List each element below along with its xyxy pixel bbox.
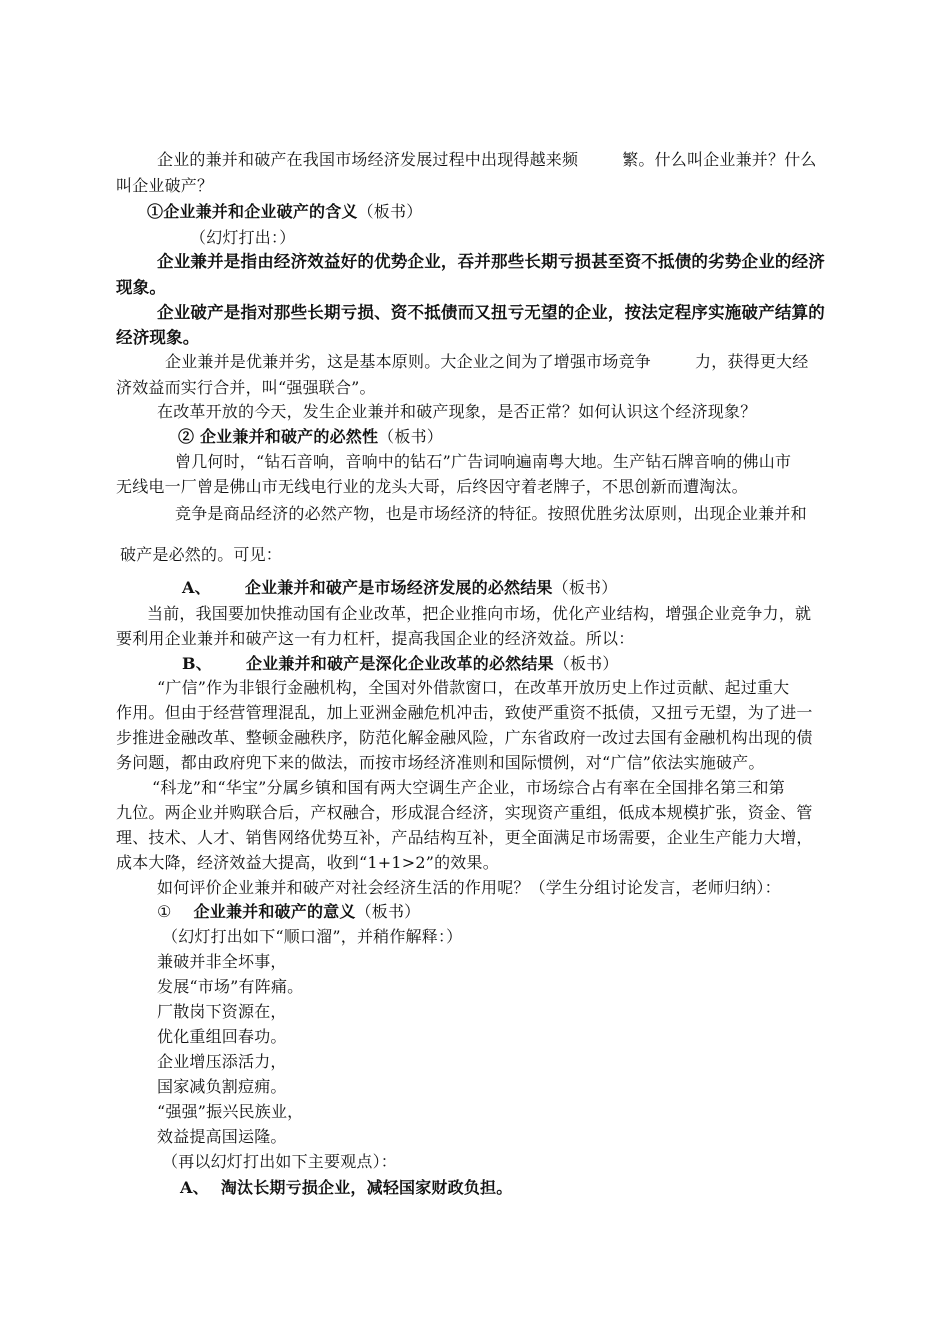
kelon-line-2: 九位。两企业并购联合后，产权融合，形成混合经济，实现资产重组，低成本规模扩张，资金、管	[116, 803, 813, 822]
slide-note-2: （幻灯打出如下“顺口溜”，并稍作解释：）	[162, 927, 463, 946]
point-label: A、	[180, 1178, 209, 1197]
poem-line: 兼破并非全坏事，	[157, 952, 287, 971]
section-heading-necessity	[178, 426, 443, 448]
kelon-line-4: 成本大降，经济效益大提高，收到“1+1>2”的效果。	[116, 853, 499, 872]
subheading-title: 企业兼并和破产是市场经济发展的必然结果	[244, 578, 553, 597]
reform-line-1: 当前，我国要加快推动国有企业改革，把企业推向市场，优化产业结构，增强企业竞争力，就	[147, 604, 812, 623]
example-diamond-line-1: 曾几何时，“钻石音响，音响中的钻石”广告词响遍南粤大地。生产钻石牌音响的佛山市	[175, 452, 792, 471]
poem-line: 国家减负割痘痈。	[157, 1077, 287, 1096]
intro-text-b: 繁。什么叫企业兼并？什么	[622, 150, 817, 169]
section-heading-significance	[157, 901, 420, 923]
intro-line-2: 叫企业破产？	[116, 176, 214, 195]
heading-title: ①企业兼并和企业破产的含义	[147, 202, 358, 221]
kelon-line-1: “科龙”和“华宝”分属乡镇和国有两大空调生产企业，市场综合占有率在全国排名第三和第	[152, 778, 785, 797]
poem-line: 优化重组回春功。	[157, 1027, 287, 1046]
subheading-b	[182, 653, 619, 675]
subheading-note: （板书）	[553, 654, 619, 673]
key-point-a	[180, 1177, 512, 1199]
section-heading-meaning	[147, 201, 422, 223]
example-diamond-line-2: 无线电一厂曾是佛山市无线电行业的龙头大哥，后终因守着老牌子，不思创新而遭淘汰。	[116, 477, 748, 496]
poem-line: 发展“市场”有阵痛。	[157, 977, 304, 996]
intro-text-a: 企业的兼并和破产在我国市场经济发展过程中出现得越来频	[157, 150, 579, 169]
heading-title: ② 企业兼并和破产的必然性	[178, 427, 379, 446]
guangxin-line-3: 步推进金融改革、整顿金融秩序，防范化解金融风险，广东省政府一改过去国有金融机构出现的债	[116, 728, 813, 747]
guangxin-line-1: “广信”作为非银行金融机构，全国对外借款窗口，在改革开放历史上作过贡献、起过重大	[157, 678, 790, 697]
subheading-title: 企业兼并和破产是深化企业改革的必然结果	[245, 654, 554, 673]
principle-text-a: 企业兼并是优兼并劣，这是基本原则。大企业之间为了增强市场竞争	[165, 352, 652, 371]
slide-note-1: （幻灯打出：）	[190, 228, 296, 247]
question-line: 在改革开放的今天，发生企业兼并和破产现象，是否正常？如何认识这个经济现象？	[157, 402, 757, 421]
heading-title: 企业兼并和破产的意义	[193, 902, 356, 921]
discussion-question: 如何评价企业兼并和破产对社会经济生活的作用呢？（学生分组讨论发言，老师归纳）：	[157, 878, 781, 897]
definition-merger-line-1: 企业兼并是指由经济效益好的优势企业，吞并那些长期亏损甚至资不抵债的劣势企业的经济	[157, 252, 825, 271]
heading-label: ①	[157, 902, 172, 921]
definition-merger-line-2: 现象。	[116, 278, 167, 297]
principle-line-2: 济效益而实行合并，叫“强强联合”。	[116, 378, 376, 397]
definition-bankruptcy-line-2: 经济现象。	[116, 328, 200, 347]
point-text: 淘汰长期亏损企业，减轻国家财政负担。	[220, 1178, 513, 1197]
subheading-a	[182, 577, 617, 599]
heading-note: （板书）	[378, 427, 443, 446]
competition-line-1: 竞争是商品经济的必然产物，也是市场经济的特征。按照优胜劣汰原则，出现企业兼并和	[175, 504, 807, 523]
slide-note-3: （再以幻灯打出如下主要观点）：	[162, 1152, 398, 1171]
competition-line-2: 破产是必然的。可见：	[120, 545, 283, 564]
definition-bankruptcy-line-1: 企业破产是指对那些长期亏损、资不抵债而又扭亏无望的企业，按法定程序实施破产结算的	[157, 303, 825, 322]
poem-line: “强强”振兴民族业，	[157, 1102, 304, 1121]
kelon-line-3: 理、技术、人才、销售网络优势互补，产品结构互补，更全面满足市场需要，企业生产能力大增，	[116, 828, 813, 847]
guangxin-line-2: 作用。但由于经营管理混乱，加上亚洲金融危机冲击，致使严重资不抵债，又扭亏无望，为了进一	[116, 703, 813, 722]
subheading-note: （板书）	[552, 578, 618, 597]
heading-note: （板书）	[355, 902, 421, 921]
subheading-label: A、	[182, 578, 211, 597]
heading-note: （板书）	[357, 202, 423, 221]
guangxin-line-4: 务问题，都由政府兜下来的做法，而按市场经济准则和国际惯例，对“广信”依法实施破产。	[116, 753, 765, 772]
principle-line-1	[165, 351, 808, 373]
subheading-label: B、	[182, 654, 212, 673]
reform-line-2: 要利用企业兼并和破产这一有力杠杆，提高我国企业的经济效益。所以：	[116, 629, 635, 648]
poem-line: 效益提高国运隆。	[157, 1127, 287, 1146]
principle-text-b: 力，获得更大经	[695, 352, 809, 371]
poem-line: 厂散岗下资源在，	[157, 1002, 287, 1021]
intro-line-1	[157, 149, 817, 171]
poem-line: 企业增压添活力，	[157, 1052, 287, 1071]
